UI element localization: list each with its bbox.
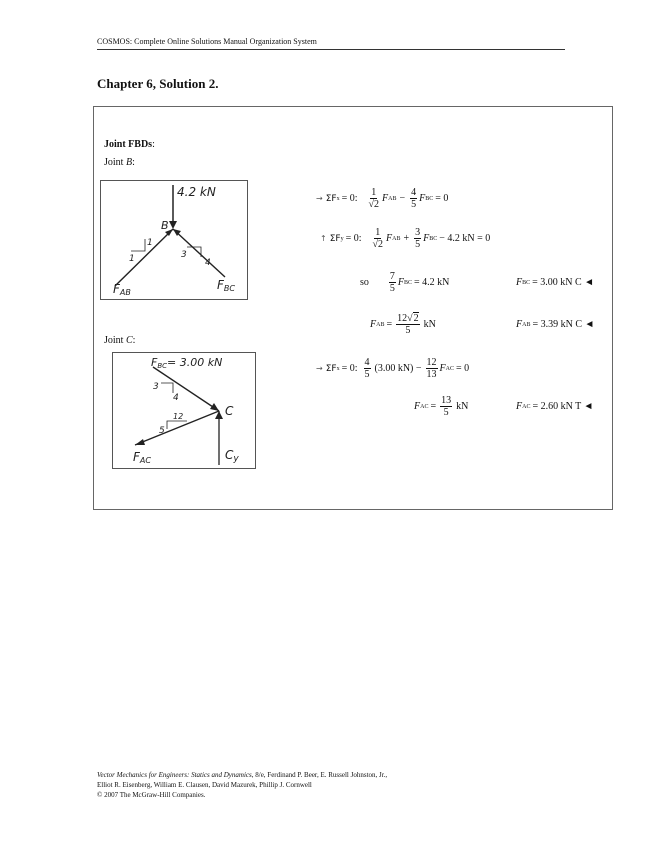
result-fac: F AC = 2.60 kN T ◄ — [516, 401, 594, 412]
joint-c-label: Joint C: — [104, 335, 136, 346]
result-fab: F AB = 3.39 kN C ◄ — [516, 319, 595, 330]
member-ab-line — [115, 229, 173, 286]
fab-label: FAB — [113, 282, 131, 297]
footer-line-2: Elliot R. Eisenberg, William E. Clausen, David Mazurek, Phillip J. Cornwell — [97, 781, 312, 789]
slope-3: 3 — [181, 250, 187, 260]
slope-1b: 1 — [129, 254, 135, 264]
fac-label: FAC — [133, 450, 151, 465]
footer-line-1: Vector Mechanics for Engineers: Statics and Dynamics, 8/e, Ferdinand P. Beer, E. Russell Johnston, Jr., — [97, 771, 388, 779]
page-footer — [97, 770, 517, 800]
right-arrow-icon: → — [316, 194, 323, 203]
joint-c-letter: C — [225, 404, 234, 418]
load-label: 4.2 kN — [177, 185, 216, 199]
equation-sum-fx-joint-b: → ΣF x = 0: $\frac{1}{√2}$ F AB − $\frac{4}{5}$ F BC = 0 — [316, 187, 449, 210]
equation-sum-fx-joint-c: → ΣF x = 0: $\frac{4}{5}$ (3.00 kN) − $\frac{12}{13}$ F AC = 0 — [316, 357, 470, 380]
fbd-joint-c — [112, 352, 256, 469]
page-header: COSMOS: Complete Online Solutions Manual Organization System — [97, 37, 565, 50]
slope-1a: 1 — [147, 238, 153, 248]
equation-fbc-solve: so $\frac{7}{5}$ F BC = 4.2 kN — [360, 271, 450, 294]
slope-12: 12 — [173, 412, 184, 421]
load-arrow-head — [169, 221, 177, 229]
fbc-label: FBC — [217, 278, 235, 293]
slope-triangle-top — [161, 383, 173, 393]
member-bc-line — [153, 367, 219, 411]
fbd-joint-c-drawing — [113, 353, 255, 468]
cy-label: Cy — [225, 448, 239, 464]
equation-sum-fy-joint-b: ↑ ΣF y = 0: $\frac{1}{√2}$ F AB + $\frac{3}{5}$ F BC − 4.2 kN = 0 — [320, 227, 491, 250]
slope-triangle-left — [131, 239, 145, 251]
chapter-title: Chapter 6, Solution 2. — [97, 76, 219, 91]
right-arrow-icon: → — [316, 364, 323, 373]
up-arrow-icon: ↑ — [320, 234, 327, 243]
slope-3: 3 — [153, 382, 159, 392]
solution-box — [93, 106, 613, 510]
result-fbc: F BC = 3.00 kN C ◄ — [516, 277, 595, 288]
joint-b-letter: B — [161, 219, 169, 232]
joint-b-label: Joint B: — [104, 157, 135, 168]
fbd-joint-b — [100, 180, 248, 300]
equation-fab-solve: F AB = $\frac{12√2}{5}$ kN — [370, 313, 436, 336]
slope-4: 4 — [205, 258, 211, 268]
footer-line-3: © 2007 The McGraw-Hill Companies. — [97, 791, 206, 799]
slope-5: 5 — [159, 426, 165, 436]
fbc-label: FBC= 3.00 kN — [151, 356, 223, 370]
equation-fac-solve: F AC = $\frac{13}{5}$ kN — [414, 395, 469, 418]
fbc-arrow-head — [210, 403, 219, 411]
fac-arrow-head — [135, 439, 145, 445]
joint-fbds-heading: Joint FBDs: — [104, 139, 155, 150]
fbd-joint-b-drawing — [101, 181, 247, 299]
slope-4: 4 — [173, 393, 179, 403]
